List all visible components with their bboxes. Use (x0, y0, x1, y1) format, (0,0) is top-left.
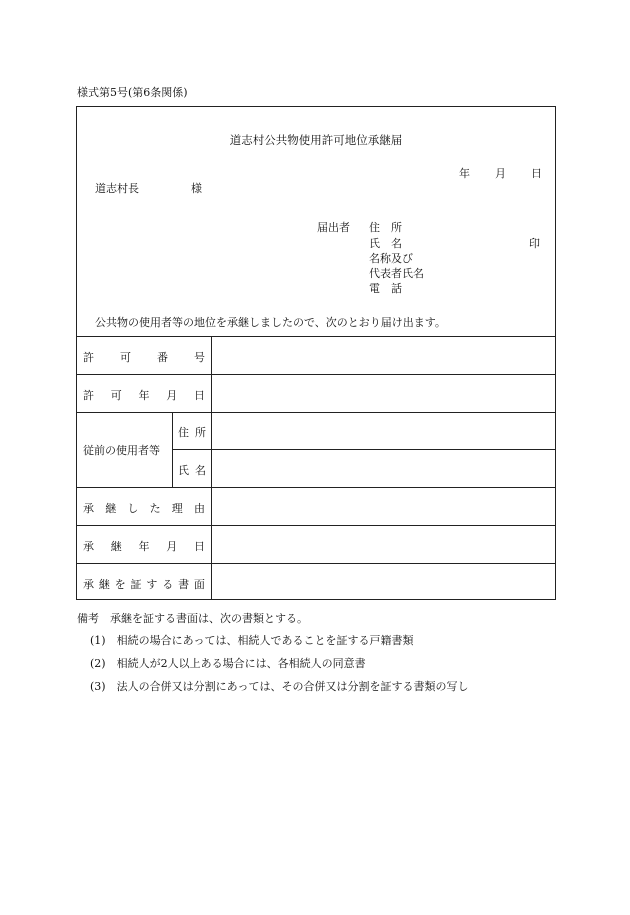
month-label: 月 (495, 167, 506, 180)
permit-date-field[interactable] (216, 377, 552, 409)
label-char: 氏 (178, 464, 189, 477)
label-char: 書 (178, 578, 190, 591)
previous-name-label (178, 462, 206, 478)
proof-document-label (83, 576, 205, 592)
remarks-item: (1) 相続の場合にあっては、相続人であることを証する戸籍書類 (90, 634, 414, 647)
table-row (76, 374, 556, 375)
previous-user-label: 従前の使用者等 (83, 444, 160, 457)
label-char: 住 (178, 426, 189, 439)
declaration-text: 公共物の使用者等の地位を承継しましたので、次のとおり届け出ます。 (95, 316, 446, 329)
label-char: 所 (195, 426, 206, 439)
label-char: 承 (83, 540, 94, 553)
label-char: 許 (83, 351, 94, 364)
table-row-divider (172, 449, 556, 450)
succession-date-label (83, 538, 205, 554)
subcolumn-divider (172, 412, 173, 487)
previous-address-field[interactable] (216, 415, 552, 446)
table-row (76, 487, 556, 488)
remarks-item: (3) 法人の合併又は分割にあっては、その合併又は分割を証する書類の写し (90, 680, 469, 693)
label-char: 番 (157, 351, 168, 364)
addressee: 道志村長 (95, 182, 139, 195)
applicant-phone-label: 電 話 (369, 282, 402, 295)
table-row (76, 525, 556, 526)
label-char: 月 (166, 540, 178, 553)
applicant-org-label: 名称及び (369, 252, 413, 265)
table-row (76, 412, 556, 413)
label-char: 証 (130, 578, 142, 591)
label-char: す (146, 578, 158, 591)
label-char: る (162, 578, 174, 591)
previous-name-field[interactable] (216, 452, 552, 484)
table-row (76, 336, 556, 337)
form-title: 道志村公共物使用許可地位承継届 (229, 133, 403, 147)
remarks-heading: 備考 承継を証する書面は、次の書類とする。 (77, 612, 308, 625)
table-row (76, 563, 556, 564)
label-char: 承 (83, 578, 94, 591)
label-char: 由 (193, 502, 205, 515)
permit-number-field[interactable] (216, 339, 552, 371)
reason-field[interactable] (216, 490, 552, 522)
label-char: 理 (171, 502, 183, 515)
label-char: 名 (195, 464, 206, 477)
column-divider (211, 336, 212, 600)
seal-mark: 印 (529, 237, 540, 250)
label-char: 月 (166, 389, 178, 402)
proof-document-field[interactable] (216, 566, 552, 598)
applicant-name-label: 氏 名 (369, 237, 402, 250)
label-char: 継 (110, 540, 122, 553)
label-char: 日 (194, 389, 205, 402)
label-char: 承 (83, 502, 94, 515)
reason-label (83, 500, 205, 516)
form-frame (76, 106, 556, 600)
day-label: 日 (531, 167, 542, 180)
label-char: 可 (110, 389, 122, 402)
permit-date-label (83, 387, 205, 403)
remarks-item: (2) 相続人が2人以上ある場合には、各相続人の同意書 (90, 657, 366, 670)
year-label: 年 (459, 167, 470, 180)
applicant-label: 届出者 (317, 221, 350, 234)
form-number-label: 様式第5号(第6条関係) (77, 86, 188, 99)
previous-address-label (178, 424, 206, 440)
label-char: 許 (83, 389, 94, 402)
label-char: 年 (138, 540, 150, 553)
label-char: 号 (194, 351, 205, 364)
permit-number-label (83, 349, 205, 365)
label-char: し (127, 502, 139, 515)
honorific: 様 (191, 182, 202, 195)
label-char: た (149, 502, 161, 515)
label-char: 継 (105, 502, 117, 515)
label-char: を (114, 578, 126, 591)
label-char: 日 (194, 540, 205, 553)
label-char: 面 (193, 578, 205, 591)
label-char: 可 (120, 351, 131, 364)
label-char: 継 (98, 578, 110, 591)
details-table (76, 336, 556, 600)
applicant-representative-label: 代表者氏名 (369, 267, 424, 280)
succession-date-field[interactable] (216, 528, 552, 560)
applicant-address-label: 住 所 (369, 221, 402, 234)
label-char: 年 (138, 389, 150, 402)
